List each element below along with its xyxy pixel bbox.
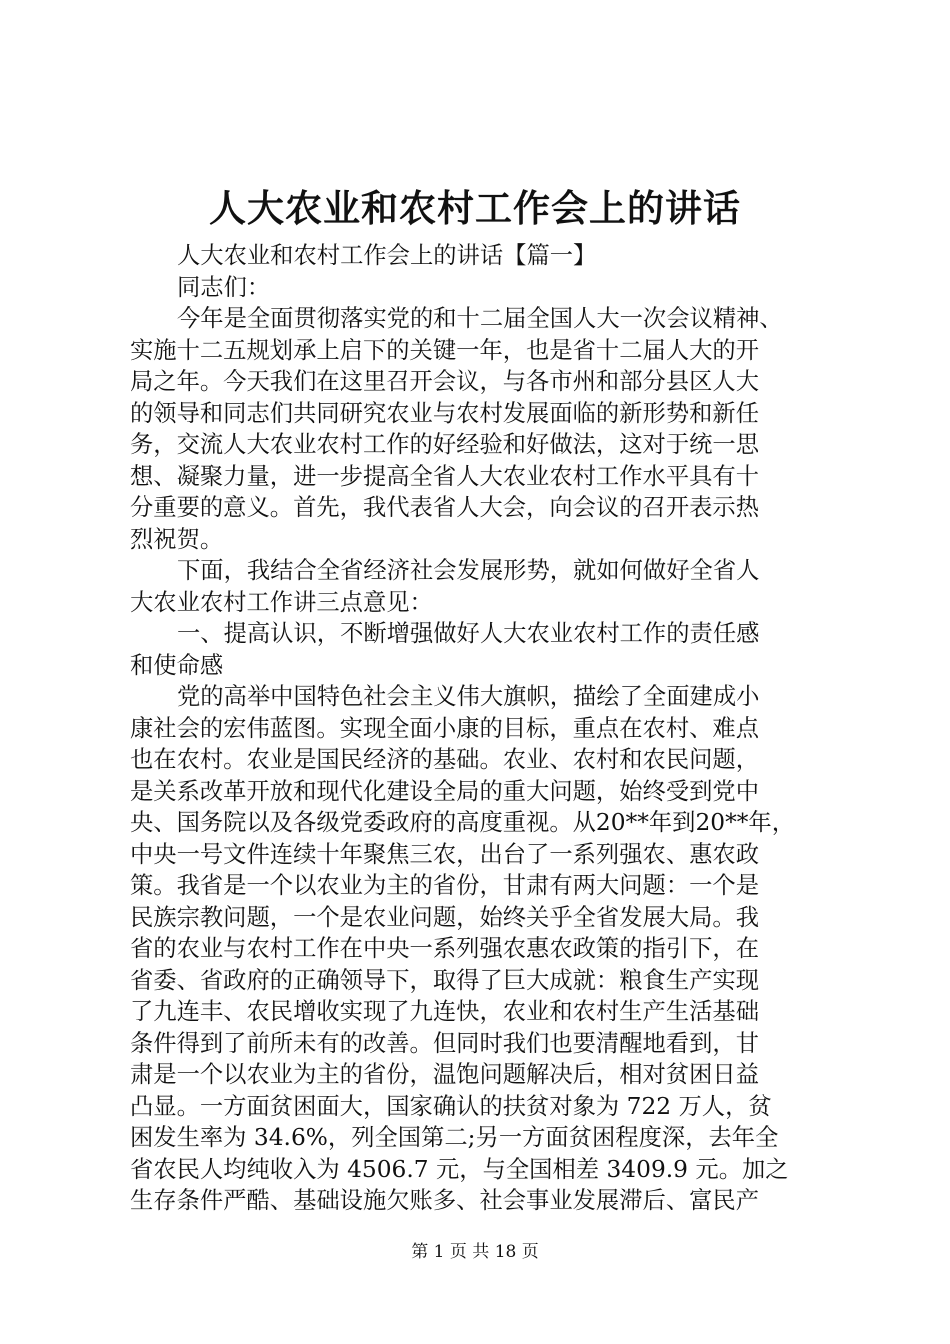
text-line: 烈祝贺。 <box>130 525 224 553</box>
text-line: 实施十二五规划承上启下的关键一年，也是省十二届人大的开 <box>130 336 760 364</box>
text-line: 的领导和同志们共同研究农业与农村发展面临的新形势和新任 <box>130 399 760 427</box>
text-line: 党的高举中国特色社会主义伟大旗帜，描绘了全面建成小 <box>177 683 760 710</box>
text-line: 今年是全面贯彻落实党的和十二届全国人大一次会议精神、 <box>177 305 783 332</box>
text-line: 同志们： <box>177 273 271 301</box>
text-line: 是关系改革开放和现代化建设全局的重大问题，始终受到党中 <box>130 777 760 805</box>
text-line: 和使命感 <box>130 651 224 679</box>
text-line: 条件得到了前所未有的改善。但同时我们也要清醒地看到，甘 <box>130 1029 760 1057</box>
text-line: 局之年。今天我们在这里召开会议，与各市州和部分县区人大 <box>130 368 760 395</box>
text-line: 康社会的宏伟蓝图。实现全面小康的目标，重点在农村、难点 <box>130 714 760 742</box>
text-line: 中央一号文件连续十年聚焦三农，出台了一系列强农、惠农政 <box>130 840 760 868</box>
text-line: 想、凝聚力量，进一步提高全省人大农业农村工作水平具有十 <box>130 462 760 490</box>
text-line: 了九连丰、农民增收实现了九连快，农业和农村生产生活基础 <box>130 998 760 1025</box>
text-line: 务，交流人大农业农村工作的好经验和好做法，这对于统一思 <box>130 431 760 458</box>
document-title: 人大农业和农村工作会上的讲话 <box>209 186 741 230</box>
text-line: 分重要的意义。首先，我代表省人大会，向会议的召开表示热 <box>130 494 760 521</box>
text-line: 一、提高认识，不断增强做好人大农业农村工作的责任感 <box>177 620 760 647</box>
text-line: 央、国务院以及各级党委政府的高度重视。从20**年到20**年， <box>130 809 796 836</box>
text-line: 也在农村。农业是国民经济的基础。农业、农村和农民问题， <box>130 746 760 773</box>
page-footer: 第 1 页 共 18 页 <box>411 1242 539 1262</box>
text-line: 下面，我结合全省经济社会发展形势，就如何做好全省人 <box>177 557 760 584</box>
document-body <box>130 240 835 1217</box>
text-line: 凸显。一方面贫困面大，国家确认的扶贫对象为 722 万人，贫 <box>130 1092 772 1120</box>
text-line: 策。我省是一个以农业为主的省份，甘肃有两大问题：一个是 <box>130 872 760 899</box>
text-line: 肃是一个以农业为主的省份，温饱问题解决后，相对贫困日益 <box>130 1061 760 1088</box>
text-line: 民族宗教问题，一个是农业问题，始终关乎全省发展大局。我 <box>130 903 760 931</box>
text-line: 省委、省政府的正确领导下，取得了巨大成就：粮食生产实现 <box>130 966 760 994</box>
text-line: 大农业农村工作讲三点意见： <box>130 588 433 616</box>
text-line: 省的农业与农村工作在中央一系列强农惠农政策的指引下，在 <box>130 935 760 962</box>
text-line: 人大农业和农村工作会上的讲话【篇一】 <box>177 242 597 269</box>
text-line: 省农民人均纯收入为 4506.7 元，与全国相差 3409.9 元。加之 <box>130 1155 789 1183</box>
text-line: 生存条件严酷、基础设施欠账多、社会事业发展滞后、富民产 <box>130 1187 760 1214</box>
text-line: 困发生率为 34.6%，列全国第二;另一方面贫困程度深，去年全 <box>130 1124 779 1151</box>
